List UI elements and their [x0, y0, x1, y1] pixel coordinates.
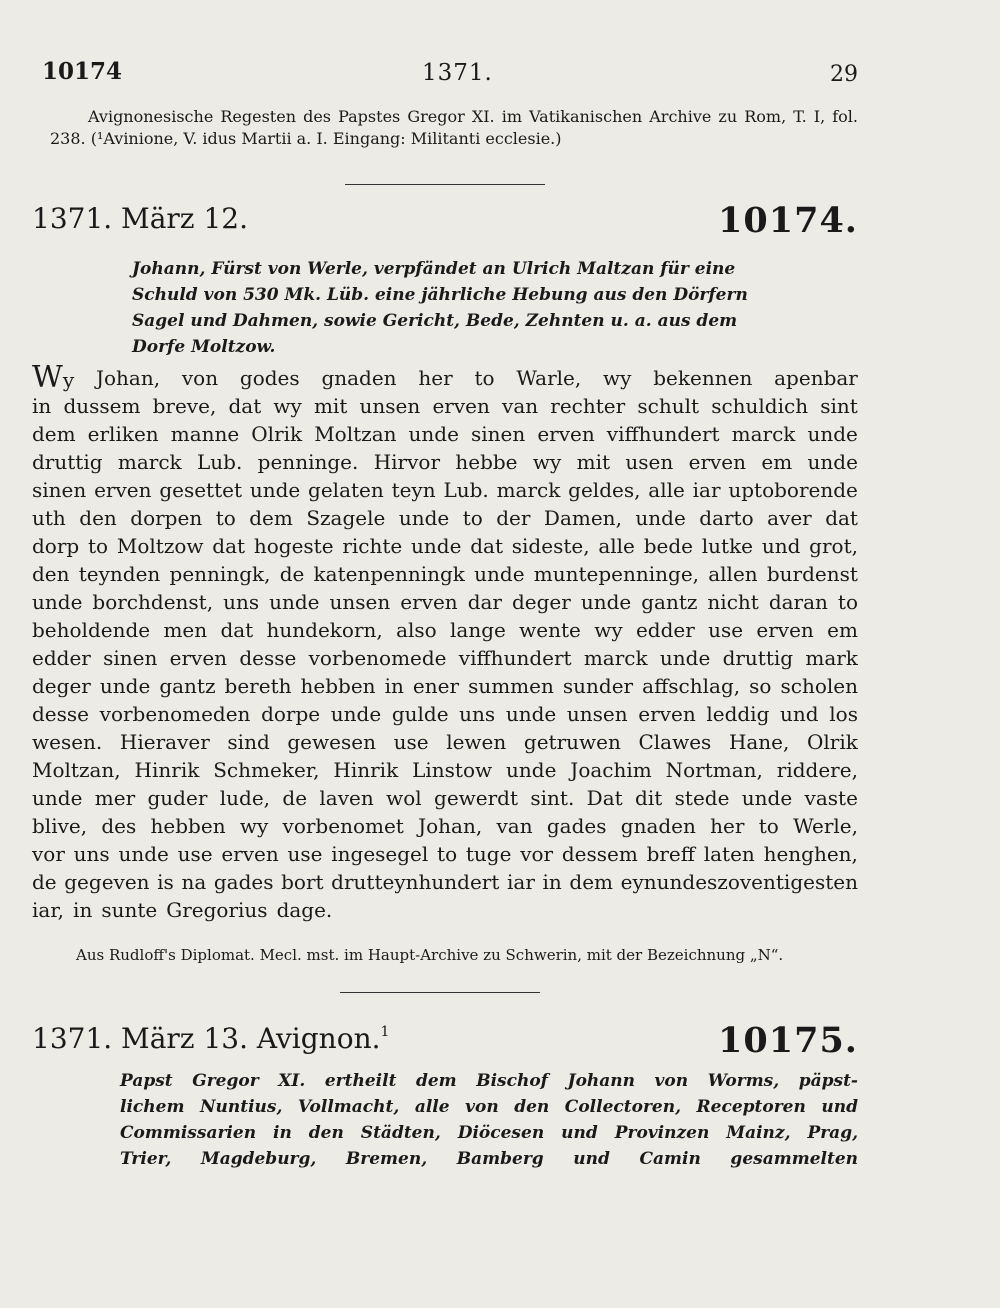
charter-word: unde — [118, 842, 169, 866]
charter-word: des — [101, 814, 137, 838]
charter-word: dat — [220, 618, 254, 642]
charter-word: beholdende — [32, 618, 151, 642]
charter-word: Hirvor — [373, 450, 441, 474]
charter-word: los — [829, 702, 858, 726]
charter-word: grot, — [809, 534, 858, 558]
charter-word: ener — [412, 674, 460, 698]
charter-word: to — [88, 534, 109, 558]
charter-word: dit — [635, 786, 663, 810]
charter-line — [32, 784, 858, 812]
charter-word: bereth — [224, 674, 292, 698]
charter-word: van — [496, 814, 533, 838]
charter-word: unde — [741, 786, 793, 810]
entry-10175-number: 10175. — [718, 1020, 858, 1061]
charter-word: sind — [227, 730, 270, 754]
entry-10175-date-text: 1371. März 13. Avignon. — [32, 1022, 381, 1055]
charter-line — [32, 560, 858, 588]
summary-line: Sagel und Dahmen, sowie Gericht, Bede, Zehnten u. a. aus dem — [132, 311, 738, 331]
charter-word: dem — [249, 506, 293, 530]
charter-word: sideste, — [511, 534, 590, 558]
charter-word: breve, — [152, 394, 217, 418]
charter-word: Olrik — [251, 422, 303, 446]
charter-word: lange — [450, 618, 506, 642]
charter-line — [32, 448, 858, 476]
charter-word: mer — [94, 786, 136, 810]
charter-word: to — [837, 590, 858, 614]
charter-word: rechter — [550, 394, 626, 418]
charter-word: dussem — [63, 394, 141, 418]
running-head-entry-number: 10174 — [42, 58, 123, 85]
charter-word: unde — [32, 786, 83, 810]
charter-word: hebben — [150, 814, 226, 838]
charter-word: Szagele — [306, 506, 386, 530]
charter-word: unsen — [329, 590, 391, 614]
charter-word: sinen — [32, 478, 87, 502]
charter-word: guder — [147, 786, 208, 810]
charter-word: apenbar — [774, 366, 858, 390]
charter-word: leddig — [706, 702, 770, 726]
charter-line — [32, 868, 858, 896]
charter-word: marck — [731, 422, 796, 446]
charter-word: to — [437, 842, 458, 866]
charter-word: mit — [313, 394, 348, 418]
charter-word: blive, — [32, 814, 88, 838]
entry-10174-source: Aus Rudloff's Diplomat. Mecl. mst. im Haupt-Archive zu Schwerin, mit der Bezeichnung „N“. — [76, 946, 784, 964]
charter-word: in — [384, 674, 404, 698]
entry-10174-date: 1371. März 12. — [32, 202, 248, 235]
charter-word: dorpen — [130, 506, 203, 530]
charter-word: uth — [32, 506, 66, 530]
charter-word: sint — [820, 394, 858, 418]
charter-word: erven — [221, 842, 279, 866]
charter-word: gnaden — [321, 366, 397, 390]
charter-word: laten — [703, 842, 755, 866]
charter-word: dat — [470, 534, 503, 558]
charter-word: de — [279, 562, 305, 586]
charter-word: use — [177, 842, 213, 866]
entry-10175-summary — [120, 1068, 858, 1172]
charter-word: lutke — [701, 534, 754, 558]
charter-word: daran — [768, 590, 828, 614]
charter-word: edder — [635, 618, 695, 642]
charter-word: den — [79, 506, 117, 530]
charter-line — [32, 840, 858, 868]
charter-word: getruwen — [523, 730, 621, 754]
charter-word: unde — [635, 506, 686, 530]
charter-line — [32, 616, 858, 644]
drop-cap: W — [32, 360, 63, 395]
charter-word: erven — [756, 618, 814, 642]
charter-line — [32, 756, 858, 784]
charter-word: katenpenningk — [313, 562, 465, 586]
charter-word: laven — [319, 786, 374, 810]
summary-line: Trier, Magdeburg, Bremen, Bamberg und Camin gesammelten — [120, 1149, 858, 1169]
charter-word: den — [32, 562, 70, 586]
charter-word: Moltzan — [314, 422, 397, 446]
charter-word: scholen — [780, 674, 858, 698]
charter-word: marck — [117, 450, 182, 474]
charter-word: Moltzan, — [32, 758, 121, 782]
charter-word: unde — [659, 646, 711, 670]
charter-word: erven — [400, 590, 458, 614]
section-divider — [340, 992, 540, 993]
charter-word: marck — [496, 478, 561, 502]
charter-line — [32, 476, 858, 504]
charter-word: to — [758, 814, 779, 838]
charter-word: alle — [598, 534, 635, 558]
charter-word: erliken — [87, 422, 159, 446]
charter-line — [32, 588, 858, 616]
charter-word: borchdenst, — [92, 590, 214, 614]
charter-word: deger — [511, 590, 571, 614]
charter-word: gewesen — [287, 730, 376, 754]
charter-word: vor — [32, 842, 65, 866]
charter-word: unde — [32, 590, 83, 614]
entry-10174-summary — [132, 256, 858, 360]
charter-word: Werle, — [793, 814, 858, 838]
charter-word: gantz — [641, 590, 698, 614]
charter-word: em — [761, 450, 793, 474]
charter-word: uns — [459, 702, 496, 726]
charter-word: druttig — [32, 450, 103, 474]
charter-word: unde — [99, 674, 151, 698]
previous-entry-source-note: Avignonesische Regesten des Papstes Gregor XI. im Vatikanischen Archive zu Rom, T. I, fol. 238. (¹Avinione, V. idus Martii a. I. Eingang: Militanti ecclesie.) — [50, 107, 858, 148]
charter-word: summen — [468, 674, 554, 698]
charter-line — [32, 644, 858, 672]
charter-word: unsen — [359, 394, 421, 418]
charter-word: vorbenomede — [308, 646, 447, 670]
charter-word: em — [827, 618, 858, 642]
charter-word: Hieraver — [119, 730, 210, 754]
charter-word: henghen, — [763, 842, 858, 866]
charter-word: unde — [249, 478, 301, 502]
charter-word: Hinrik — [333, 758, 399, 782]
charter-word: hogeste — [253, 534, 334, 558]
charter-word: men — [163, 618, 208, 642]
charter-word: gewerdt — [434, 786, 519, 810]
charter-word: schult — [637, 394, 700, 418]
charter-word: bort — [281, 870, 324, 894]
charter-word: gnaden — [620, 814, 696, 838]
charter-word: desse — [239, 646, 297, 670]
charter-word: in — [73, 898, 93, 922]
charter-word: vor — [520, 842, 554, 866]
charter-word: sunte — [101, 898, 158, 922]
charter-word: unde — [408, 422, 459, 446]
summary-line: Papst Gregor XI. ertheilt dem Bischof Johann von Worms, päpst- — [120, 1071, 858, 1091]
charter-word: vaste — [804, 786, 858, 810]
charter-word: manne — [170, 422, 240, 446]
charter-word: Hinrik — [134, 758, 200, 782]
charter-word: viffhundert — [606, 422, 720, 446]
charter-word: dorp — [32, 534, 80, 558]
charter-word: darto — [699, 506, 754, 530]
charter-word: Lub. — [197, 450, 243, 474]
charter-word: in — [32, 394, 52, 418]
charter-line — [32, 504, 858, 532]
charter-word: Wy — [32, 360, 75, 395]
charter-word: na — [181, 870, 207, 894]
charter-word: wy — [603, 366, 632, 390]
charter-word: unde — [474, 562, 525, 586]
charter-word: erven — [537, 422, 595, 446]
charter-word: hundekorn, — [266, 618, 383, 642]
charter-word: sunder — [562, 674, 634, 698]
charter-word: Joachim — [570, 758, 652, 782]
charter-word: der — [496, 506, 531, 530]
charter-word: hebben — [300, 674, 376, 698]
charter-word: unde — [398, 506, 450, 530]
charter-word: erven — [94, 478, 152, 502]
charter-word: Nortman, — [665, 758, 763, 782]
charter-word: aver — [767, 506, 812, 530]
charter-line — [32, 360, 858, 395]
charter-word: wy — [239, 814, 269, 838]
charter-word: gades — [546, 814, 607, 838]
charter-word: uns — [73, 842, 110, 866]
charter-word: her — [710, 814, 745, 838]
charter-word: erven — [432, 394, 490, 418]
charter-word: stede — [674, 786, 730, 810]
charter-word: hebbe — [455, 450, 518, 474]
charter-word: wesen. — [32, 730, 103, 754]
charter-word: vorbenomet — [282, 814, 404, 838]
charter-word: ingesegel — [331, 842, 429, 866]
charter-word: dessem — [561, 842, 638, 866]
charter-word: dat — [212, 534, 246, 558]
charter-word: dorpe — [261, 702, 321, 726]
charter-word: affschlag, — [642, 674, 741, 698]
charter-word: Dat — [586, 786, 623, 810]
charter-word: dar — [467, 590, 502, 614]
charter-word: unde — [269, 590, 320, 614]
charter-word: unsen — [566, 702, 628, 726]
charter-word: wy — [273, 394, 302, 418]
charter-line — [32, 532, 858, 560]
charter-word: to — [462, 506, 483, 530]
charter-word: viffhundert — [458, 646, 572, 670]
charter-word: vorbenomeden — [99, 702, 251, 726]
charter-word: deger — [32, 674, 91, 698]
charter-word: eynundeszoventigesten — [620, 870, 858, 894]
charter-word: uns — [223, 590, 260, 614]
charter-word: unde — [505, 702, 557, 726]
charter-word: unde — [411, 534, 462, 558]
charter-word: usen — [625, 450, 674, 474]
charter-word: tuge — [465, 842, 512, 866]
charter-word: sint. — [530, 786, 575, 810]
charter-word: is — [157, 870, 174, 894]
footnote-marker: 1 — [380, 1024, 390, 1040]
charter-word: erven — [169, 646, 228, 670]
section-divider — [345, 184, 545, 185]
charter-word: nicht — [707, 590, 759, 614]
charter-word: de — [282, 786, 308, 810]
charter-word: gulde — [391, 702, 449, 726]
charter-word: drutteynhundert — [331, 870, 500, 894]
charter-word: Gregorius — [166, 898, 268, 922]
charter-line — [32, 812, 858, 840]
charter-word: Johan, — [418, 814, 483, 838]
charter-word: her — [418, 366, 453, 390]
charter-word: gantz — [159, 674, 216, 698]
charter-word: gelaten — [308, 478, 384, 502]
charter-word: marck — [583, 646, 648, 670]
charter-word: Johan, — [95, 366, 161, 390]
charter-word: Schmeker, — [213, 758, 320, 782]
charter-word: Moltzow — [116, 534, 204, 558]
charter-word: sinen — [103, 646, 158, 670]
charter-word: in — [542, 870, 562, 894]
charter-word: unde — [506, 758, 557, 782]
charter-line — [32, 672, 858, 700]
charter-word: dat — [228, 394, 262, 418]
charter-word: so — [749, 674, 772, 698]
charter-word: bede — [643, 534, 693, 558]
entry-10175-header — [32, 1016, 858, 1068]
entry-10174-header — [32, 196, 858, 248]
charter-word: Damen, — [543, 506, 622, 530]
charter-word: erven — [638, 702, 696, 726]
charter-word: Warle, — [516, 366, 582, 390]
charter-word: godes — [239, 366, 300, 390]
charter-word: wol — [386, 786, 422, 810]
charter-word: use — [393, 730, 429, 754]
charter-word: Clawes — [638, 730, 712, 754]
charter-word: lewen — [446, 730, 507, 754]
charter-word: und — [780, 702, 819, 726]
charter-word: Olrik — [807, 730, 858, 754]
charter-word: von — [181, 366, 219, 390]
charter-word: to — [215, 506, 236, 530]
charter-word: van — [502, 394, 539, 418]
charter-word: also — [396, 618, 437, 642]
charter-word: richte — [342, 534, 403, 558]
entry-10175-date — [32, 1022, 389, 1055]
charter-word: teynden — [78, 562, 161, 586]
charter-word: gegeven — [64, 870, 150, 894]
charter-word: use — [708, 618, 744, 642]
charter-word: lude, — [219, 786, 271, 810]
charter-word: bekennen — [653, 366, 753, 390]
charter-word: dat — [825, 506, 858, 530]
charter-word: teyn — [391, 478, 436, 502]
charter-word: de — [32, 870, 57, 894]
charter-line — [32, 420, 858, 448]
charter-word: druttig — [722, 646, 794, 670]
charter-word: geldes, — [568, 478, 641, 502]
charter-word: gades — [213, 870, 274, 894]
charter-line — [32, 392, 858, 420]
charter-word: edder — [32, 646, 91, 670]
charter-word: gesettet — [159, 478, 242, 502]
charter-word: penninge. — [257, 450, 359, 474]
charter-word: to — [474, 366, 495, 390]
charter-word: iar — [507, 870, 535, 894]
entry-10174-number: 10174. — [718, 200, 858, 241]
charter-word: sinen — [471, 422, 526, 446]
charter-line — [32, 728, 858, 756]
entry-10174-charter-text — [32, 360, 858, 924]
running-head-year: 1371. — [422, 60, 493, 86]
charter-line — [32, 700, 858, 728]
running-head — [42, 58, 858, 90]
charter-word: schuldich — [711, 394, 809, 418]
charter-word: iar — [692, 478, 721, 502]
charter-word: muntepenninge, — [533, 562, 700, 586]
charter-word: unde — [807, 422, 858, 446]
summary-line: Commissarien in den Städten, Diöcesen und Provinzen Mainz, Prag, — [120, 1123, 858, 1143]
charter-word: unde — [580, 590, 632, 614]
charter-word: mit — [576, 450, 611, 474]
charter-word: mark — [805, 646, 858, 670]
charter-line — [32, 896, 858, 924]
summary-line: Schuld von 530 Mk. Lüb. eine jährliche Hebung aus den Dörfern — [132, 285, 748, 305]
charter-word: penningk, — [169, 562, 271, 586]
charter-word: Linstow — [412, 758, 493, 782]
charter-word: Hane, — [728, 730, 790, 754]
charter-word: allen — [708, 562, 758, 586]
charter-word: wy — [594, 618, 623, 642]
charter-word: erven — [688, 450, 747, 474]
charter-word: dage. — [276, 898, 333, 922]
summary-line: Johann, Fürst von Werle, verpfändet an Ulrich Maltzan für eine — [132, 259, 736, 279]
charter-word: breff — [646, 842, 695, 866]
page-number: 29 — [830, 62, 858, 87]
charter-word: dem — [569, 870, 613, 894]
charter-word: use — [287, 842, 323, 866]
charter-word: unde — [807, 450, 858, 474]
charter-word: alle — [648, 478, 685, 502]
summary-line: Dorfe Moltzow. — [132, 337, 276, 357]
charter-word: und — [761, 534, 801, 558]
charter-word: iar, — [32, 898, 65, 922]
charter-word: wente — [519, 618, 581, 642]
charter-word: burdenst — [766, 562, 858, 586]
charter-word: riddere, — [776, 758, 858, 782]
summary-line: lichem Nuntius, Vollmacht, alle von den Collectoren, Receptoren und — [120, 1097, 858, 1117]
charter-word: Lub. — [443, 478, 489, 502]
charter-word: uptoborende — [728, 478, 858, 502]
charter-word: unde — [330, 702, 382, 726]
charter-word: dem — [32, 422, 76, 446]
charter-word: desse — [32, 702, 90, 726]
charter-word: wy — [532, 450, 562, 474]
